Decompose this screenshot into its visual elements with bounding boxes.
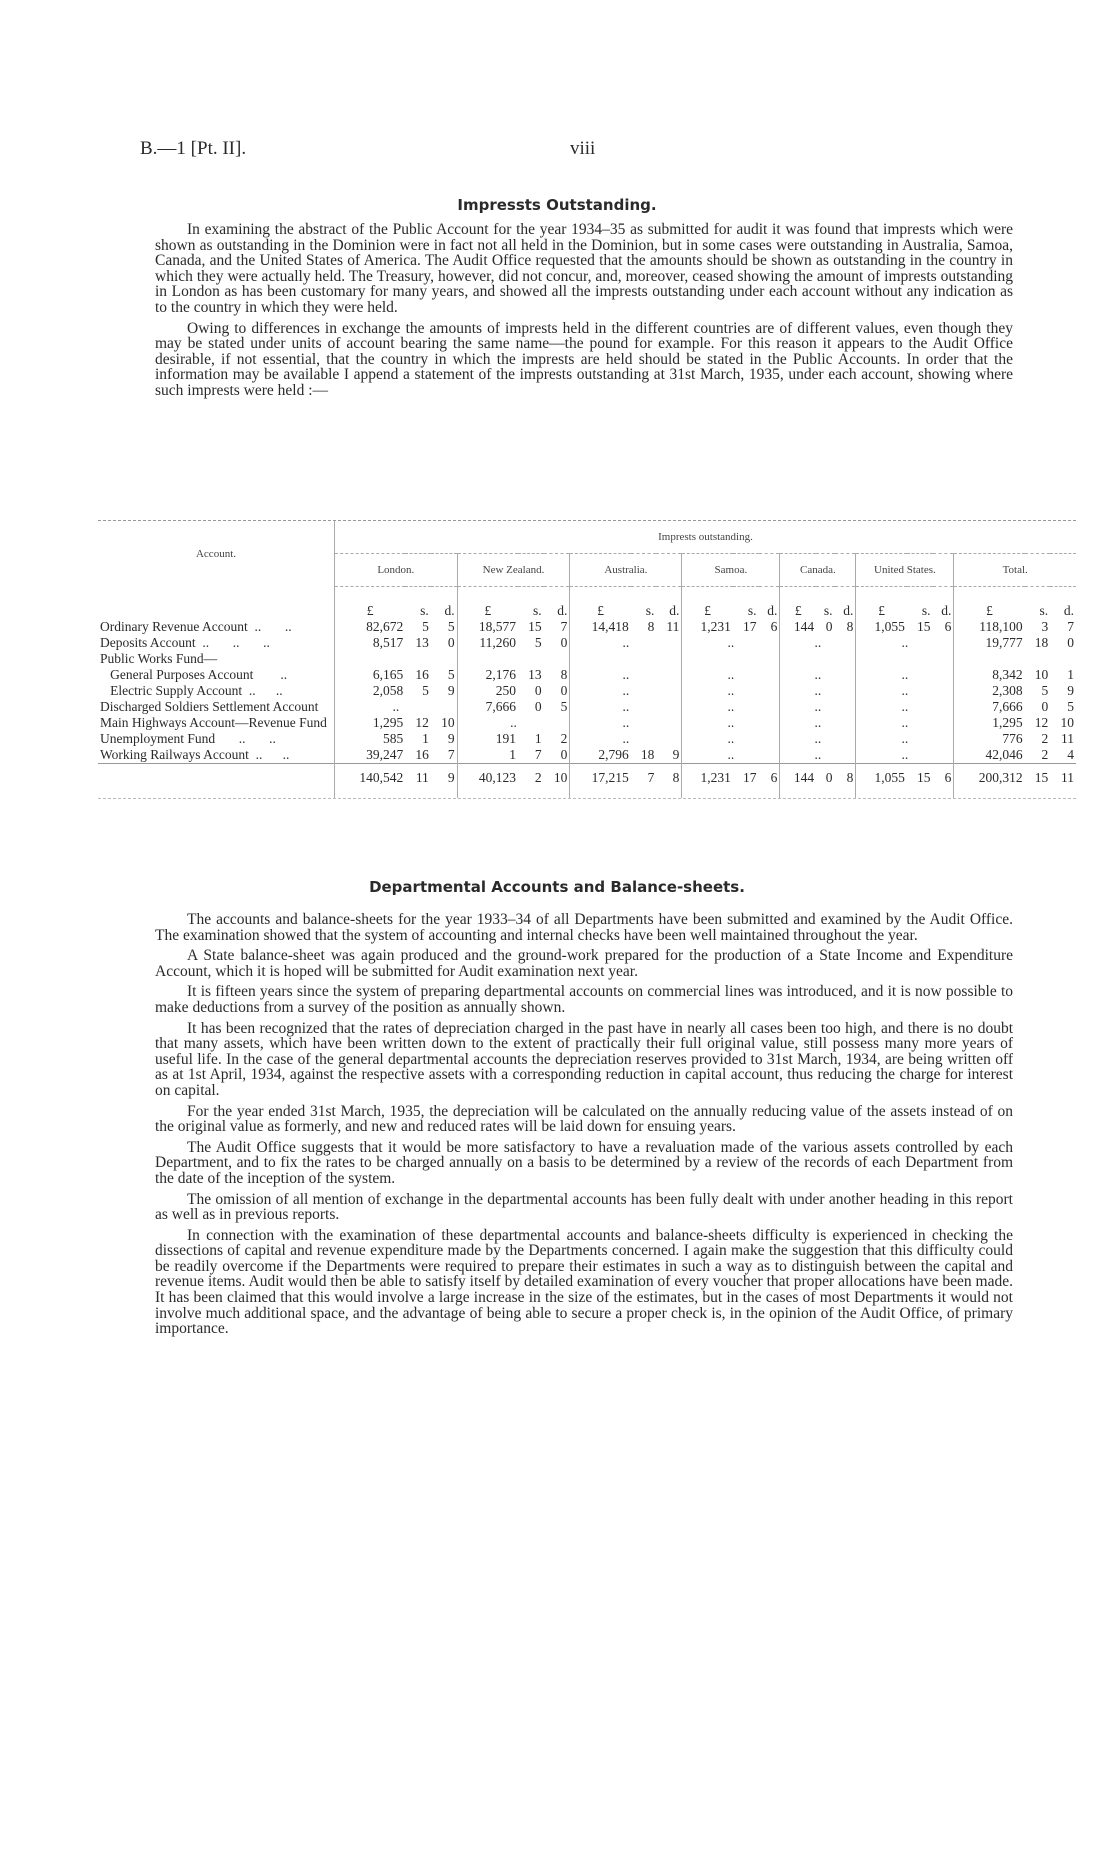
table-cell: 1 (457, 747, 518, 764)
paragraph: In examining the abstract of the Public Account for the year 1934–35 as submitted for audit it was found that imprests which were shown as outstanding in the Dominion were in fact not all held in the Dominion, but in some cases were outstanding in Australia, Samoa, Canada, and the United States of America. The Audit Office requested that the amounts should be shown as outstanding in the country in which they were actually held. The Treasury, however, did not concur, and, moreover, ceased showing the amount of imprests outstanding in London as has been customary for many years, and showed all the imprests outstanding under each account without any indication as to the country in which they were held. (155, 221, 1013, 316)
paragraph: A State balance-sheet was again produced and the ground-work prepared for the production of a State Income and Expenditure Account, which it is hoped will be submitted for Audit examination next year. (155, 947, 1013, 980)
table-cell: 0 (825, 618, 833, 634)
table-cell: 5 (422, 618, 429, 634)
table-cell: 2 (1041, 746, 1049, 762)
table-cell: 13 (528, 666, 542, 682)
unit-label: s. (420, 602, 429, 618)
table-cell: 3 (1041, 618, 1049, 634)
table-cell: 118,100 (954, 619, 1025, 635)
document-reference: B.—1 [Pt. II]. (140, 138, 247, 159)
total-cell: 144 (780, 763, 816, 786)
table-cell: 5 (560, 698, 568, 714)
paragraph: The Audit Office suggests that it would be more satisfactory to have a revaluation made of the various assets controlled by each Department, and to fix the rates to be charged annually on a basis to be determined by a review of the records of each Department from the date of the inception of the system. (155, 1138, 1013, 1187)
table-cell: .. (856, 635, 954, 651)
table-cell: .. (570, 731, 682, 747)
table-cell: 7 (560, 618, 568, 634)
table-cell: 1,231 (682, 619, 733, 635)
paragraph: The accounts and balance-sheets for the year 1933–34 of all Departments have been submitted and examined by the Audit Office. The examination showed that the system of accounting and internal checks have been well maintained throughout the year. (155, 911, 1013, 944)
table-cell: 5 (447, 618, 455, 634)
unit-label: s. (823, 602, 833, 618)
total-cell: 17 (733, 763, 759, 786)
totals-row (98, 763, 1076, 786)
table-cell: .. (682, 731, 780, 747)
total-cell: 7 (631, 763, 657, 786)
unit-label: d. (767, 602, 778, 618)
table-cell: 15 (528, 618, 542, 634)
table-cell: 16 (415, 666, 429, 682)
table-cell: 0 (560, 634, 568, 650)
total-cell: 8 (656, 763, 682, 786)
table-cell: 11,260 (457, 635, 518, 651)
table-cell: .. (780, 667, 856, 683)
table-cell: 0 (447, 634, 455, 650)
unit-label: d. (941, 602, 952, 618)
column-header: Samoa. (682, 554, 780, 587)
table-cell: 7 (1067, 618, 1074, 634)
table-cell: .. (856, 747, 954, 764)
unit-label: d. (1063, 602, 1074, 618)
table-cell: 1,295 (954, 715, 1025, 731)
section-body-imprests (155, 222, 1013, 404)
account-header: Account. (195, 547, 236, 560)
table-row (98, 651, 1076, 667)
imprests-table (98, 520, 1076, 799)
table-cell: .. (856, 715, 954, 731)
table-cell: 0 (534, 682, 542, 698)
unit-label: s. (747, 602, 757, 618)
account-name: Public Works Fund— (100, 650, 218, 666)
page-number: viii (570, 138, 596, 159)
table-cell: 1,055 (856, 619, 907, 635)
table-cell: .. (570, 635, 682, 651)
table-cell: 16 (415, 746, 429, 762)
account-name: Discharged Soldiers Settlement Account (100, 698, 319, 714)
total-cell: 10 (544, 763, 570, 786)
table-cell: 8 (647, 618, 655, 634)
account-name: Electric Supply Account .. .. (100, 682, 283, 698)
total-cell: 15 (907, 763, 933, 786)
table-cell: 82,672 (335, 619, 406, 635)
table-cell: .. (856, 683, 954, 699)
column-header: Total. (954, 554, 1076, 587)
table-cell: .. (570, 667, 682, 683)
table-cell: 1 (422, 730, 429, 746)
table-cell: 7,666 (954, 699, 1025, 715)
table-cell: 8,342 (954, 667, 1025, 683)
table-cell: .. (780, 731, 856, 747)
total-cell: 140,542 (335, 763, 406, 786)
table-cell: 6 (944, 618, 952, 634)
table-row (98, 683, 1076, 699)
table-row (98, 619, 1076, 635)
table-cell: 776 (954, 731, 1025, 747)
table-cell: 10 (1034, 666, 1049, 682)
table-cell: 12 (1034, 714, 1049, 730)
section-title-imprests: Impressts Outstanding. (457, 196, 657, 214)
table-cell: 10 (1060, 714, 1074, 730)
table-cell: 7 (534, 746, 542, 762)
total-cell: 11 (1050, 763, 1076, 786)
unit-label: £ (856, 603, 907, 619)
table-cell: 7 (447, 746, 455, 762)
table-cell: .. (682, 699, 780, 715)
table-cell: 2,176 (457, 667, 518, 683)
column-header: Australia. (570, 554, 682, 587)
account-name: Ordinary Revenue Account .. .. (100, 618, 292, 634)
total-cell: 1,231 (682, 763, 733, 786)
table-cell: 191 (457, 731, 518, 747)
table-cell: 42,046 (954, 747, 1025, 764)
paragraph: The omission of all mention of exchange in the departmental accounts has been fully dealt with under another heading in this report as well as in previous reports. (155, 1190, 1013, 1224)
total-cell: 11 (405, 763, 431, 786)
group-header: Imprests outstanding. (335, 521, 1077, 554)
table-cell: 7,666 (457, 699, 518, 715)
table-cell: .. (682, 683, 780, 699)
section-title-departmental: Departmental Accounts and Balance-sheets. (369, 878, 745, 896)
table-cell: 5 (1067, 698, 1074, 714)
unit-label: £ (570, 603, 631, 619)
table-cell: 13 (415, 634, 429, 650)
table-row (98, 731, 1076, 747)
table-cell: 2 (1041, 730, 1049, 746)
table-row (98, 699, 1076, 715)
table-cell: .. (682, 747, 780, 764)
unit-label: £ (954, 603, 1025, 619)
paragraph: It has been recognized that the rates of depreciation charged in the past have in nearly all cases been too high, and there is no doubt that many assets, which have been written down to the extent of practically their full original value, still possess many more years of useful life. In the case of the general departmental accounts the depreciation reserves provided to 31st March, 1934, are being written off as at 1st April, 1934, against the respective assets with a corresponding reduction in capital account, thus reducing the charge for interest on capital. (155, 1019, 1013, 1099)
total-cell: 1,055 (856, 763, 907, 786)
table-cell: .. (335, 699, 458, 715)
table-cell: .. (856, 699, 954, 715)
table-cell: 0 (560, 746, 568, 762)
table-cell: 144 (780, 619, 816, 635)
table-cell: .. (570, 683, 682, 699)
unit-label: £ (335, 603, 406, 619)
table-cell: 18,577 (457, 619, 518, 635)
table-cell: 2,308 (954, 683, 1025, 699)
column-header: New Zealand. (457, 554, 570, 587)
table-cell: 0 (1041, 698, 1049, 714)
table-cell: 8 (846, 618, 854, 634)
total-cell: 6 (759, 763, 780, 786)
table-row (98, 747, 1076, 764)
table-cell: 5 (1041, 682, 1049, 698)
table-cell: 18 (1034, 634, 1049, 650)
paragraph: It is fifteen years since the system of preparing departmental accounts on commercial lines was introduced, and it is now possible to make deductions from a survey of the position as annually shown. (155, 983, 1013, 1016)
column-header: United States. (856, 554, 954, 587)
account-name: General Purposes Account .. (100, 666, 288, 682)
table-cell: 6,165 (335, 667, 406, 683)
total-cell: 6 (933, 763, 954, 786)
paragraph: In connection with the examination of these departmental accounts and balance-sheets difficulty is experienced in checking the dissections of capital and revenue expenditure made by the Departments concerned. I again make the suggestion that this difficulty could be readily overcome if the Departments were required to prepare their estimates in such a way as to distinguish between the capital and revenue items. Audit would then be able to satisfy itself by detailed examination of every voucher that proper allocations have been made. It has been claimed that this would involve a large increase in the size of the estimates, but in the cases of most Departments it would not involve much additional space, and the advantage of being able to secure a proper check is, in the opinion of the Audit Office, of primary importance. (155, 1226, 1013, 1338)
account-name: Unemployment Fund .. .. (100, 730, 276, 746)
table-cell: .. (780, 715, 856, 731)
total-cell: 200,312 (954, 763, 1025, 786)
table-cell: 17 (743, 618, 757, 634)
table-row (98, 635, 1076, 651)
unit-label: s. (1039, 602, 1049, 618)
table-cell: .. (780, 635, 856, 651)
account-name: Main Highways Account—Revenue Fund (100, 714, 327, 730)
unit-label: d. (557, 602, 568, 618)
table-cell: 0 (534, 698, 542, 714)
table-cell: 8 (560, 666, 568, 682)
table-cell: 4 (1067, 746, 1074, 762)
table-cell: 5 (422, 682, 429, 698)
table-cell: 10 (441, 714, 455, 730)
table-cell: .. (780, 747, 856, 764)
paragraph: For the year ended 31st March, 1935, the depreciation will be calculated on the annually reducing value of the assets instead of on the original value as formerly, and new and reduced rates will be laid down for ensuing years. (155, 1102, 1013, 1136)
unit-label: s. (532, 602, 542, 618)
table-cell: .. (682, 715, 780, 731)
unit-label: £ (457, 603, 518, 619)
table-cell: 11 (666, 618, 680, 634)
total-cell: 8 (835, 763, 856, 786)
table-cell: .. (856, 667, 954, 683)
account-name: Working Railways Account .. .. (100, 746, 290, 762)
table-cell: .. (856, 731, 954, 747)
paragraph: Owing to differences in exchange the amounts of imprests held in the different countries are of different values, even though they may be stated under units of account bearing the same name—the pound for example. For this reason it appears to the Audit Office desirable, if not essential, that the country in which the imprests are held should be stated in the Public Accounts. In order that the information may be available I append a statement of the imprests outstanding at 31st March, 1935, under each account, showing where such imprests were held :— (155, 319, 1013, 399)
table-cell: 1,295 (335, 715, 406, 731)
table-row (98, 715, 1076, 731)
table-cell: 5 (534, 634, 542, 650)
table-cell: 8,517 (335, 635, 406, 651)
table-cell: 1 (534, 730, 542, 746)
table-cell: 9 (1067, 682, 1074, 698)
table-cell: .. (570, 699, 682, 715)
table-cell: .. (682, 667, 780, 683)
total-cell: 15 (1025, 763, 1051, 786)
table-cell: 0 (560, 682, 568, 698)
section-body-departmental (155, 912, 1013, 1342)
table-cell: .. (457, 715, 570, 731)
unit-label: d. (444, 602, 455, 618)
table-cell: 9 (447, 682, 455, 698)
column-header: London. (335, 554, 458, 587)
table-cell: 14,418 (570, 619, 631, 635)
total-cell: 17,215 (570, 763, 631, 786)
table-cell: 2 (560, 730, 568, 746)
table-cell: 18 (640, 746, 655, 762)
table-cell: 9 (672, 746, 680, 762)
table-cell: .. (570, 715, 682, 731)
unit-label: £ (682, 603, 733, 619)
table-cell: 11 (1061, 730, 1074, 746)
table-cell: .. (780, 699, 856, 715)
table-cell: .. (780, 683, 856, 699)
table-cell: 12 (415, 714, 429, 730)
table-cell: 9 (447, 730, 455, 746)
total-cell: 2 (518, 763, 544, 786)
table-cell: 2,796 (570, 747, 631, 764)
table-cell: 15 (917, 618, 931, 634)
account-name: Deposits Account .. .. .. (100, 634, 270, 650)
table-cell: 5 (447, 666, 455, 682)
unit-label: s. (921, 602, 931, 618)
total-cell: 0 (816, 763, 834, 786)
unit-label: £ (780, 603, 816, 619)
table-cell: 2,058 (335, 683, 406, 699)
table-cell: .. (682, 635, 780, 651)
table-cell: 585 (335, 731, 406, 747)
table-cell: 0 (1067, 634, 1074, 650)
table-cell: 250 (457, 683, 518, 699)
column-header: Canada. (780, 554, 856, 587)
unit-label: d. (669, 602, 680, 618)
total-cell: 40,123 (457, 763, 518, 786)
total-cell: 9 (431, 763, 457, 786)
unit-label: d. (843, 602, 854, 618)
table-cell: 1 (1067, 666, 1074, 682)
unit-label: s. (645, 602, 655, 618)
table-cell: 6 (770, 618, 778, 634)
table-row (98, 667, 1076, 683)
table-cell: 39,247 (335, 747, 406, 764)
table-cell: 19,777 (954, 635, 1025, 651)
